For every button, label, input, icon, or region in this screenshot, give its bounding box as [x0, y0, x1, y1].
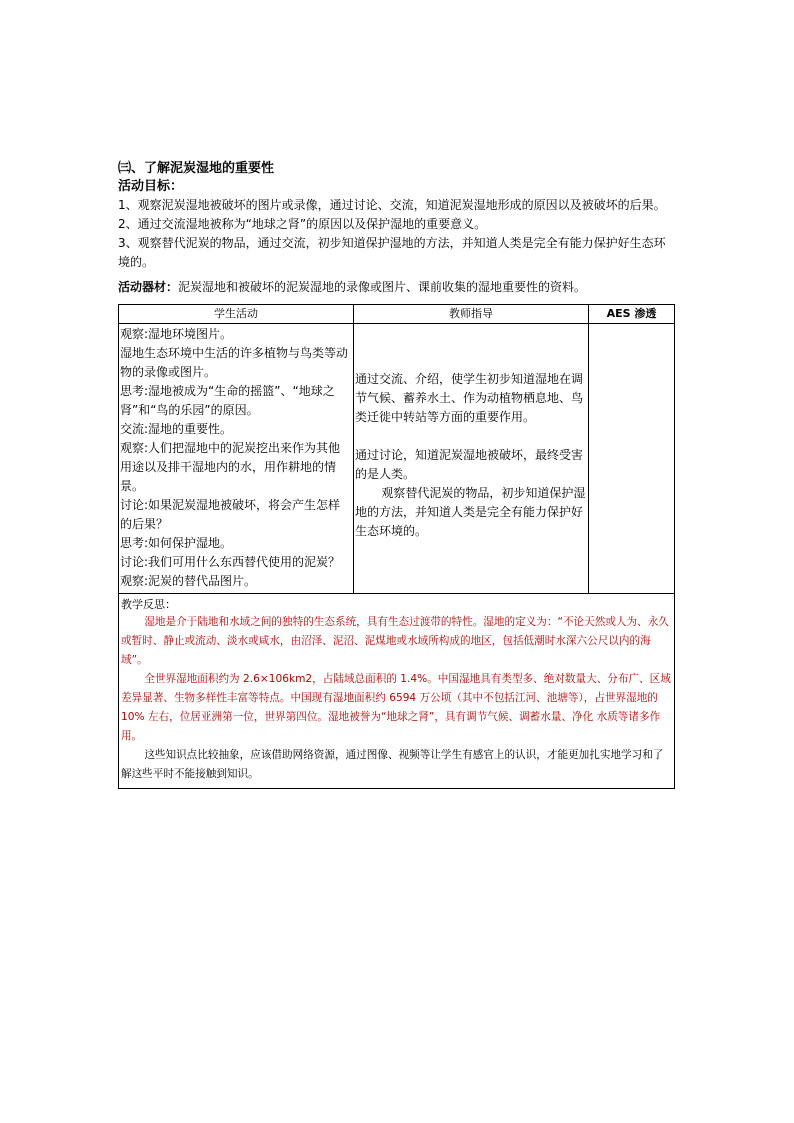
- reflection-row: [119, 594, 675, 789]
- document-page: [118, 160, 674, 789]
- student-activity-item: 思考:如何保护湿地。: [120, 536, 233, 550]
- reflection-paragraph-1: 湿地是介于陆地和水域之间的独特的生态系统，具有生态过渡带的特性。湿地的定义为：“不论天然或人为、永久或暂时、静止或流动、淡水或咸水，由沼泽、泥沼、泥煤地或水域所构成的地区，包括低潮时水深六公尺以内的海域”。: [121, 616, 669, 666]
- student-activity-item: 观察:人们把湿地中的泥炭挖出来作为其他用途以及排干湿地内的水，用作耕地的情景。: [120, 441, 341, 493]
- goal-item-2: 2、通过交流湿地被称为“地球之肾”的原因以及保护湿地的重要意义。: [118, 217, 487, 231]
- activity-table: [118, 304, 675, 789]
- student-activity-item: 讨论:我们可用什么东西替代使用的泥炭？: [120, 555, 341, 569]
- table-row: [119, 324, 675, 594]
- student-activity-item: 观察:湿地环境图片。: [120, 327, 233, 341]
- goal-item-3: 3、观察替代泥炭的物品，通过交流，初步知道保护湿地的方法，并知道人类是完全有能力保护好生态环境的。: [118, 236, 666, 269]
- teacher-guidance-item: 通过讨论，知道泥炭湿地被破坏，最终受害的是人类。: [355, 448, 584, 481]
- goal-item-1: 1、观察泥炭湿地被破坏的图片或录像，通过讨论、交流，知道泥炭湿地形成的原因以及被破坏的后果。: [118, 198, 666, 212]
- student-activity-item: 湿地生态环境中生活的许多植物与鸟类等动物的录像或图片。: [120, 346, 349, 379]
- student-activity-item: 观察:泥炭的替代品图片。: [120, 574, 257, 588]
- header-teacher-guidance: 教师指导: [354, 305, 589, 324]
- section-title: ㈢、了解泥炭湿地的重要性: [118, 161, 275, 176]
- reflection-paragraph-3: 这些知识点比较抽象，应该借助网络资源，通过图像、视频等让学生有感官上的认识，才能更加扎实地学习和了解这些平时不能接触到知识。: [121, 749, 664, 780]
- teacher-guidance-item: 通过交流、介绍，使学生初步知道湿地在调节气候、蓄养水土、作为动植物栖息地、鸟类迁徙中转站等方面的重要作用。: [355, 372, 584, 424]
- aes-cell: [589, 324, 675, 594]
- equipment-label: 活动器材：: [118, 280, 179, 294]
- student-activity-item: 交流:湿地的重要性。: [120, 422, 233, 436]
- header-aes: AES 渗透: [589, 305, 675, 324]
- goals-label: 活动目标：: [118, 179, 184, 194]
- teacher-guidance-item: 观察替代泥炭的物品，初步知道保护湿地的方法，并知道人类是完全有能力保护好生态环境的。: [355, 486, 586, 538]
- student-activity-item: 讨论:如果泥炭湿地被破坏，将会产生怎样的后果？: [120, 498, 341, 531]
- student-activity-item: 思考:湿地被成为“生命的摇篮”、“地球之肾”和“鸟的乐园”的原因。: [120, 384, 335, 417]
- reflection-title: 教学反思：: [121, 598, 176, 611]
- reflection-paragraph-2: 全世界湿地面积约为 2.6×106km2，占陆域总面积的 1.4%。中国湿地具有类型多、绝对数量大、分布广、区域差异显著、生物多样性丰富等特点。中国现有湿地面积约 6594 万公顷（其中不包括江河、池塘等），占世界湿地的 10% 左右，位居亚洲第一位，世界第四位。湿地被誉为“地球之肾”，具有调节气候、调蓄水量、净化 水质等诸多作用。: [121, 673, 671, 742]
- equipment-text: 泥炭湿地和被破坏的泥炭湿地的录像或图片、课前收集的湿地重要性的资料。: [178, 280, 587, 294]
- equipment-line: [118, 278, 674, 296]
- student-activity-cell: [119, 324, 354, 594]
- reflection-cell: [119, 594, 675, 789]
- table-header-row: [119, 305, 675, 324]
- teacher-guidance-cell: [354, 324, 589, 594]
- header-student-activity: 学生活动: [119, 305, 354, 324]
